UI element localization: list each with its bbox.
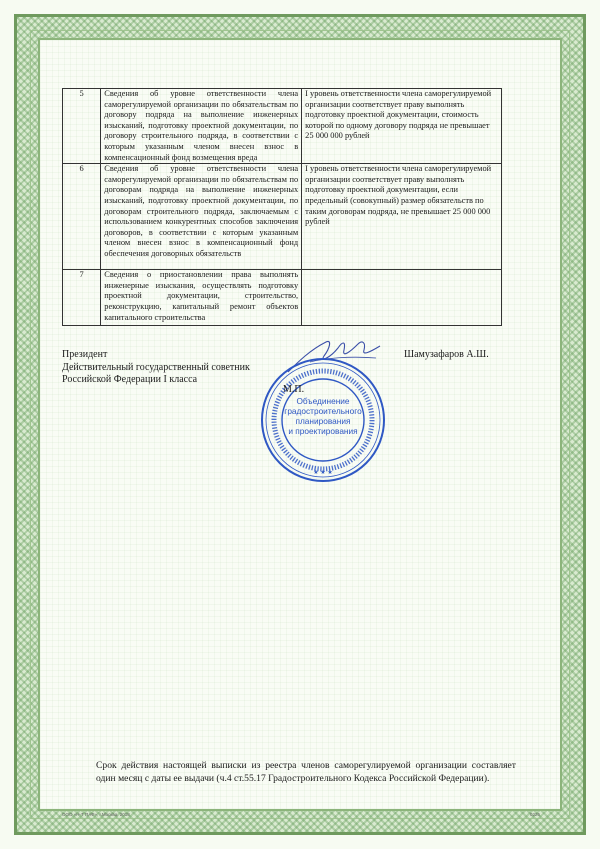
form-number: 0226 xyxy=(530,812,541,817)
row-number: 5 xyxy=(63,89,101,164)
row-description: Сведения об уровне ответственности члена саморегулируемой организации по обязательствам по договорам подряда на выполнение инженерных изысканий, подготовку проектной документации, по договорам строительного подряда, заключаемым с использованием конкурентных способов заключения договоров, в соответствии с которым указанным членом внесен взнос в компенсационный фонд обеспечения договорных обязательств xyxy=(101,164,302,270)
signatory-title xyxy=(62,349,250,387)
seal-placeholder-label: М.П. xyxy=(283,384,305,395)
seal-text: Объединение градостроительного планирования и проектирования xyxy=(284,396,362,436)
registry-table xyxy=(62,88,502,326)
row-number: 7 xyxy=(63,270,101,326)
row-value xyxy=(302,270,502,326)
validity-note: Срок действия настоящей выписки из реестра членов саморегулируемой организации составляет один месяц с даты ее выдачи (ч.4 ст.55.17 Градостроительного Кодекса Российской Федерации). xyxy=(96,760,516,784)
row-value: I уровень ответственности члена саморегулируемой организации соответствует праву выполнять подготовку проектной документации, если предельный (совокупный) размер обязательств по таким договорам подряда, не превышает 25 000 000 рублей xyxy=(302,164,502,270)
svg-text:★ ★ ★: ★ ★ ★ xyxy=(313,470,333,476)
signatory-rank-line2: Российской Федерации I класса xyxy=(62,374,198,386)
row-number: 6 xyxy=(63,164,101,270)
table-row xyxy=(63,89,502,164)
row-description: Сведения об уровне ответственности члена саморегулируемой организации по обязательствам по договору подряда на выполнение инженерных изысканий, подготовку проектной документации, по договору строительного подряда, в соответствии с которым указанным членом внесен взнос в компенсационный фонд возмещения вреда xyxy=(101,89,302,164)
printer-imprint: ООО «Н-Т ПАФ», г.Москва, 2018 xyxy=(62,812,130,817)
table-row xyxy=(63,270,502,326)
signatory-position: Президент xyxy=(62,349,108,360)
signatory-name: Шамузафаров А.Ш. xyxy=(404,349,489,360)
table-row xyxy=(63,164,502,270)
row-value: I уровень ответственности члена саморегулируемой организации соответствует праву выполнять подготовку проектной документации, стоимость которой по одному договору подряда не превышает 25 000 000 рублей xyxy=(302,89,502,164)
row-description: Сведения о приостановлении права выполнять инженерные изыскания, осуществлять подготовку проектной документации, строительство, реконструкцию, капитальный ремонт объектов капитального строительства xyxy=(101,270,302,326)
signatory-rank-line1: Действительный государственный советник xyxy=(62,361,250,373)
